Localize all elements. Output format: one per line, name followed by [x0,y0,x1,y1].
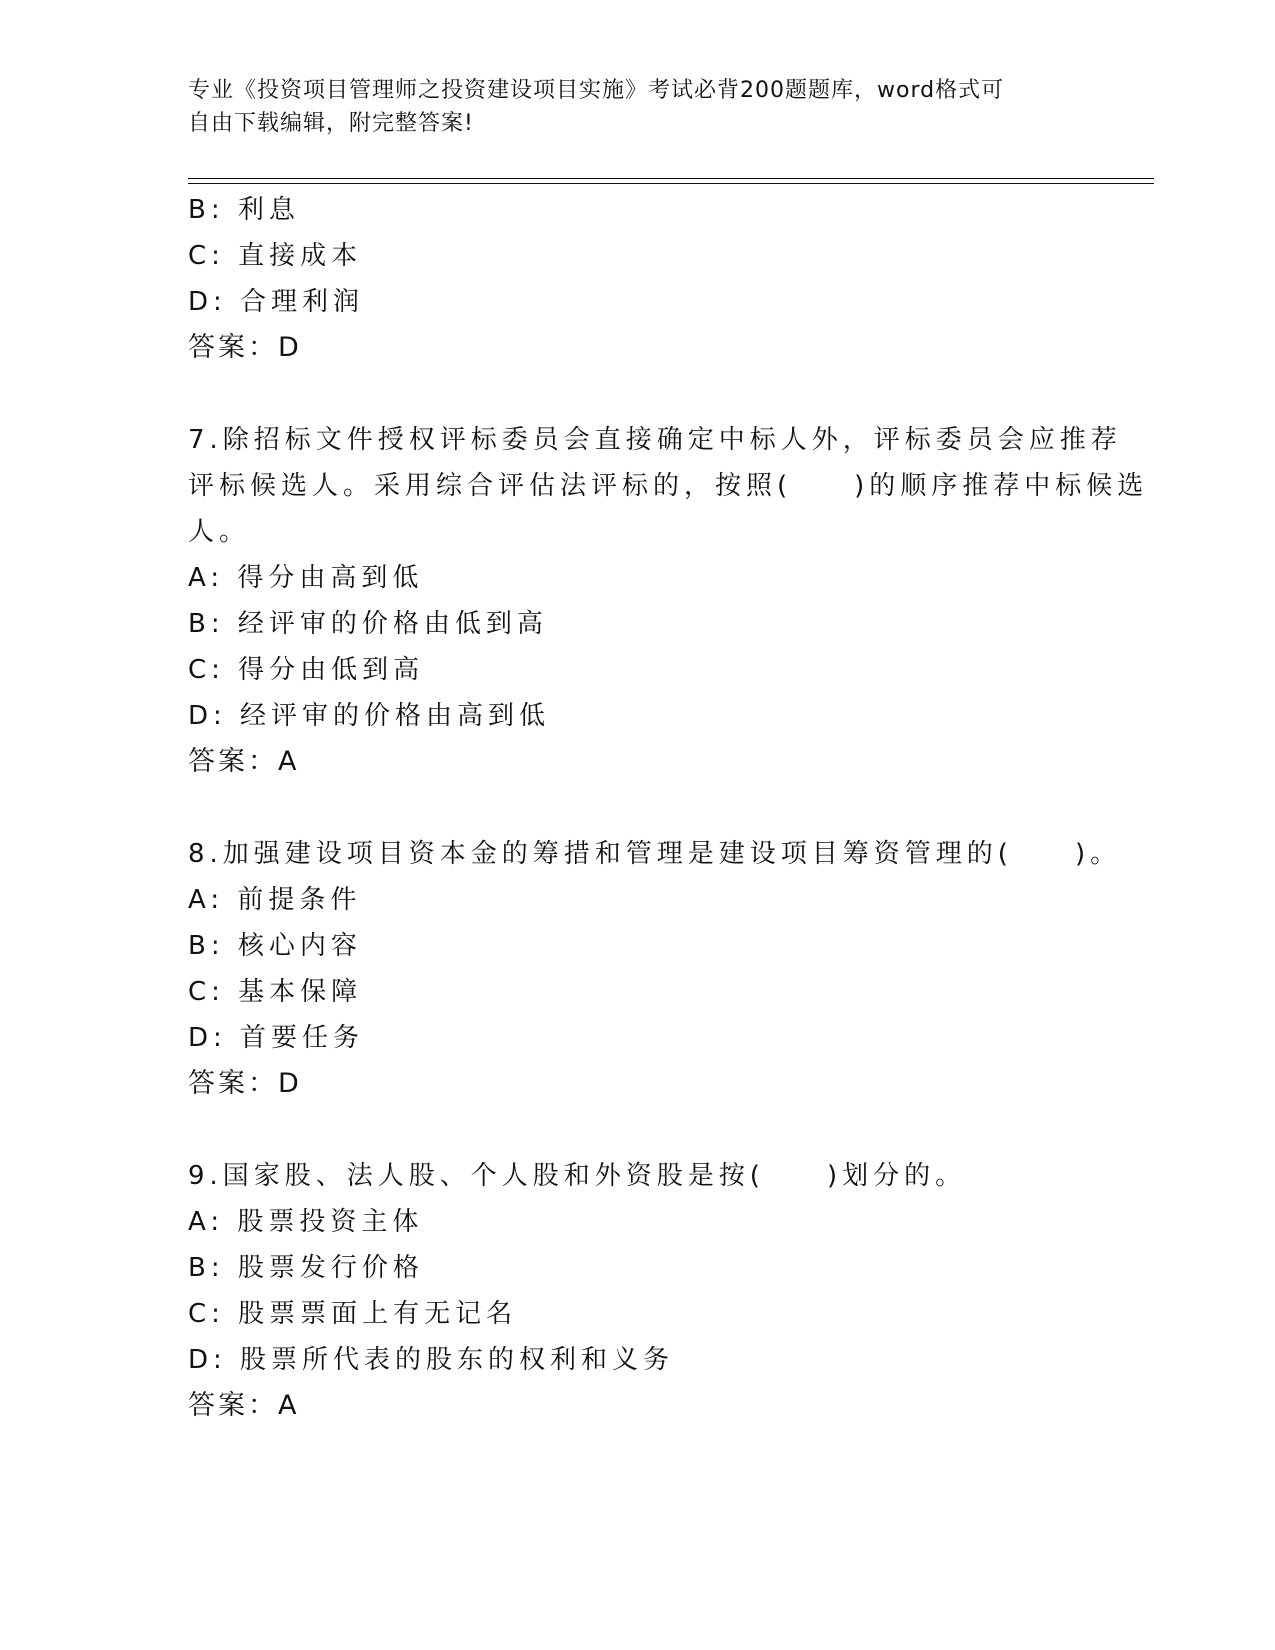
spacer [188,1107,1088,1153]
question-9 [188,1153,1088,1429]
option-b: B: 经评审的价格由低到高 [188,609,548,639]
option-a: A: 得分由高到低 [188,563,424,593]
question-text: 评标候选人。采用综合评估法评标的，按照( )的顺序推荐中标候选 [188,471,1149,501]
option-c: C: 股票票面上有无记名 [188,1299,518,1329]
answer-line: 答案：D [188,332,302,363]
option-c: C: 直接成本 [188,241,363,271]
answer-line: 答案：D [188,1068,302,1099]
option-a: A: 前提条件 [188,885,362,915]
document-header [188,74,1068,140]
option-c: C: 基本保障 [188,977,363,1007]
option-d: D: 股票所代表的股东的权利和义务 [188,1345,675,1375]
question-text: 7.除招标文件授权评标委员会直接确定中标人外，评标委员会应推荐 [188,425,1122,455]
question-text: 9.国家股、法人股、个人股和外资股是按( )划分的。 [188,1161,967,1191]
question-text: 8.加强建设项目资本金的筹措和管理是建设项目筹资管理的( )。 [188,839,1122,869]
prev-question [188,187,1088,371]
header-rule-bottom [188,183,1154,184]
option-d: D: 合理利润 [188,287,365,317]
option-d: D: 首要任务 [188,1023,365,1053]
header-line-1: 专业《投资项目管理师之投资建设项目实施》考试必背200题题库，word格式可 [188,78,1005,103]
option-b: B: 核心内容 [188,931,362,961]
question-7 [188,417,1149,785]
option-b: B: 利息 [188,195,300,225]
question-content [188,187,1149,1429]
option-d: D: 经评审的价格由高到低 [188,701,551,731]
answer-line: 答案：A [188,746,300,777]
option-c: C: 得分由低到高 [188,655,425,685]
question-8 [188,831,1122,1107]
spacer [188,785,1088,831]
option-a: A: 股票投资主体 [188,1207,424,1237]
question-text: 人。 [188,517,251,547]
option-b: B: 股票发行价格 [188,1253,424,1283]
header-line-2: 自由下载编辑，附完整答案! [188,111,474,136]
answer-line: 答案：A [188,1390,300,1421]
spacer [188,371,1088,417]
header-rule-top [188,178,1154,179]
